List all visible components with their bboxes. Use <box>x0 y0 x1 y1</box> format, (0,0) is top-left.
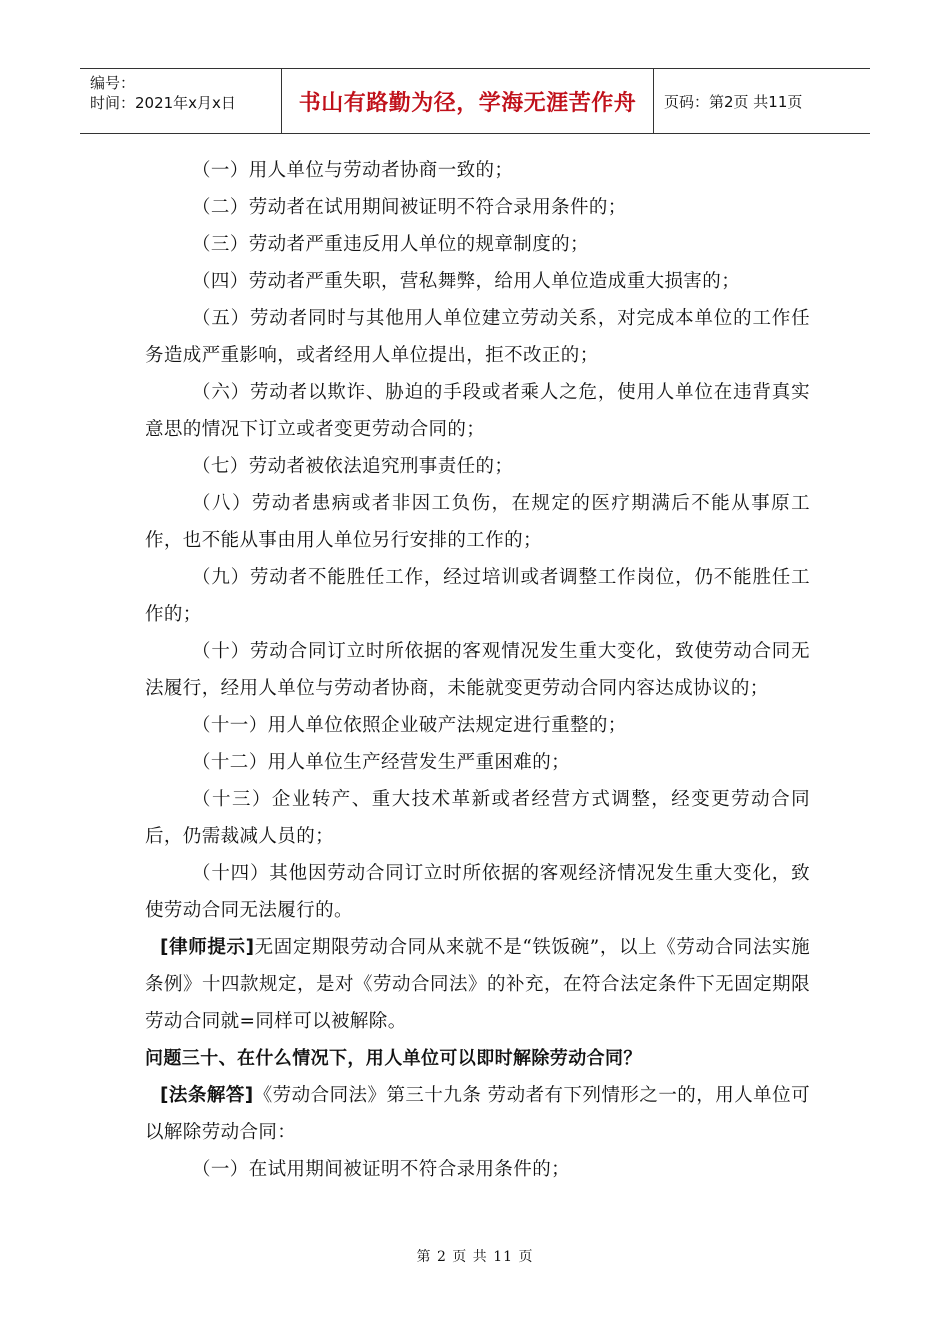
list-item: （十四）其他因劳动合同订立时所依据的客观经济情况发生重大变化，致使劳动合同无法履行的。 <box>145 863 810 921</box>
header-motto: 书山有路勤为径，学海无涯苦作舟 <box>282 69 654 133</box>
list-item: （十）劳动合同订立时所依据的客观情况发生重大变化，致使劳动合同无法履行，经用人单位与劳动者协商，未能就变更劳动合同内容达成协议的； <box>145 641 810 699</box>
header-meta <box>80 69 282 133</box>
list-item: （六）劳动者以欺诈、胁迫的手段或者乘人之危，使用人单位在违背真实意思的情况下订立或者变更劳动合同的； <box>145 382 810 440</box>
document-body <box>145 152 810 1188</box>
list-item: （十二）用人单位生产经营发生严重困难的； <box>192 752 571 773</box>
law-answer-text: 《劳动合同法》第三十九条 劳动者有下列情形之一的，用人单位可以解除劳动合同： <box>145 1085 810 1143</box>
list-item: （十三）企业转产、重大技术革新或者经营方式调整，经变更劳动合同后，仍需裁减人员的； <box>145 789 810 847</box>
list-item: （三）劳动者严重违反用人单位的规章制度的； <box>192 234 589 255</box>
question-heading: 问题三十、在什么情况下，用人单位可以即时解除劳动合同？ <box>145 1048 642 1069</box>
document-number-label: 编号： <box>90 74 136 92</box>
list-item: （一）用人单位与劳动者协商一致的； <box>192 160 514 181</box>
header-page-info: 页码：第2页 共11页 <box>664 92 803 111</box>
list-item: （四）劳动者严重失职，营私舞弊，给用人单位造成重大损害的； <box>192 271 741 292</box>
law-answer-label: [法条解答] <box>160 1085 254 1106</box>
lawyer-tip-text: 无固定期限劳动合同从来就不是“铁饭碗”，以上《劳动合同法实施条例》十四款规定，是对《劳动合同法》的补充，在符合法定条件下无固定期限劳动合同就=同样可以被解除。 <box>145 937 810 1032</box>
page-header <box>80 68 870 134</box>
list-item: （七）劳动者被依法追究刑事责任的； <box>192 456 514 477</box>
page-footer: 第 2 页 共 11 页 <box>416 1249 534 1265</box>
lawyer-tip-label: [律师提示] <box>160 937 255 958</box>
list-item: （九）劳动者不能胜任工作，经过培训或者调整工作岗位，仍不能胜任工作的； <box>145 567 810 625</box>
list-item: （五）劳动者同时与其他用人单位建立劳动关系，对完成本单位的工作任务造成严重影响，或者经用人单位提出，拒不改正的； <box>145 308 810 366</box>
list-item: （一）在试用期间被证明不符合录用条件的； <box>192 1159 571 1180</box>
list-item: （十一）用人单位依照企业破产法规定进行重整的； <box>192 715 627 736</box>
list-item: （八）劳动者患病或者非因工负伤，在规定的医疗期满后不能从事原工作，也不能从事由用人单位另行安排的工作的； <box>145 493 810 551</box>
document-date: 时间：2021年x月x日 <box>90 94 236 112</box>
law-answer <box>145 1077 810 1151</box>
list-item: （二）劳动者在试用期间被证明不符合录用条件的； <box>192 197 627 218</box>
lawyer-tip <box>145 929 810 1040</box>
